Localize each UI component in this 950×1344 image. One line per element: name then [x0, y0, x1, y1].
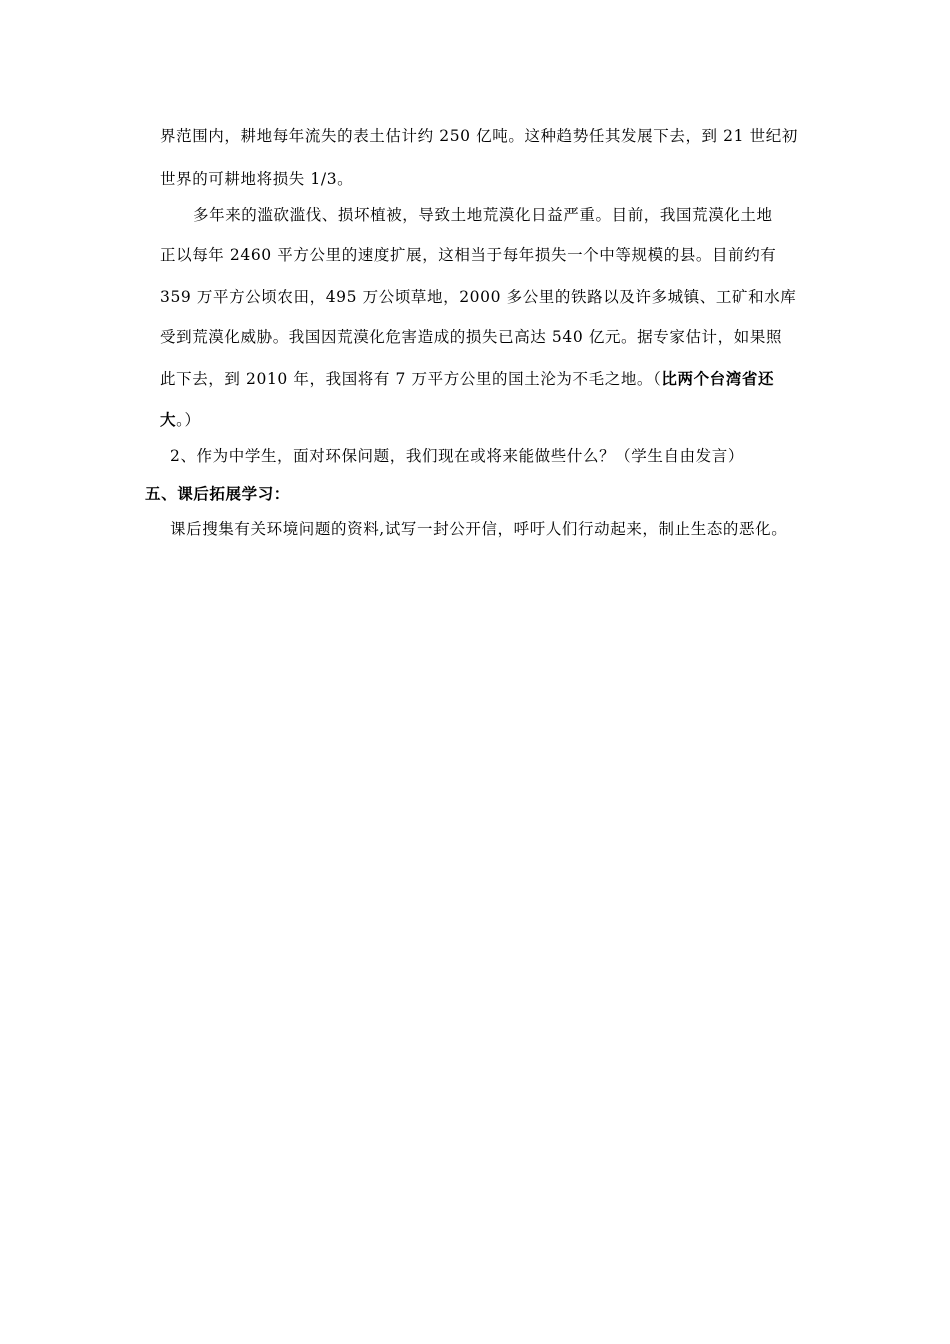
paragraph2-line6-bold: 大 — [160, 411, 177, 429]
question-2: 2、作为中学生，面对环保问题，我们现在或将来能做些什么？（学生自由发言） — [170, 447, 744, 465]
paragraph2-line2: 正以每年 2460 平方公里的速度扩展，这相当于每年损失一个中等规模的县。目前约有 — [160, 246, 777, 264]
paragraph2-line6 — [160, 410, 201, 430]
paragraph2-line1: 多年来的滥砍滥伐、损坏植被，导致土地荒漠化日益严重。目前，我国荒漠化土地 — [193, 206, 773, 224]
section5-body: 课后搜集有关环境问题的资料,试写一封公开信，呼吁人们行动起来，制止生态的恶化。 — [170, 520, 788, 538]
paragraph2-line5-bold: 比两个台湾省还 — [661, 370, 775, 388]
paragraph2-line5-plain: 此下去，到 2010 年，我国将有 7 万平方公里的国土沦为不毛之地。（ — [160, 370, 662, 388]
section5-heading: 五、课后拓展学习： — [145, 485, 290, 503]
paragraph2-line6-plain: 。） — [176, 411, 201, 429]
paragraph1-line1: 界范围内，耕地每年流失的表土估计约 250 亿吨。这种趋势任其发展下去，到 21 世纪初 — [160, 127, 798, 145]
paragraph2-line3: 359 万平方公顷农田，495 万公顷草地，2000 多公里的铁路以及许多城镇、工矿和水库 — [160, 288, 797, 306]
paragraph1-line2: 世界的可耕地将损失 1/3。 — [160, 170, 354, 188]
paragraph2-line5 — [160, 369, 774, 389]
paragraph2-line4: 受到荒漠化威胁。我国因荒漠化危害造成的损失已高达 540 亿元。据专家估计，如果照 — [160, 328, 783, 346]
